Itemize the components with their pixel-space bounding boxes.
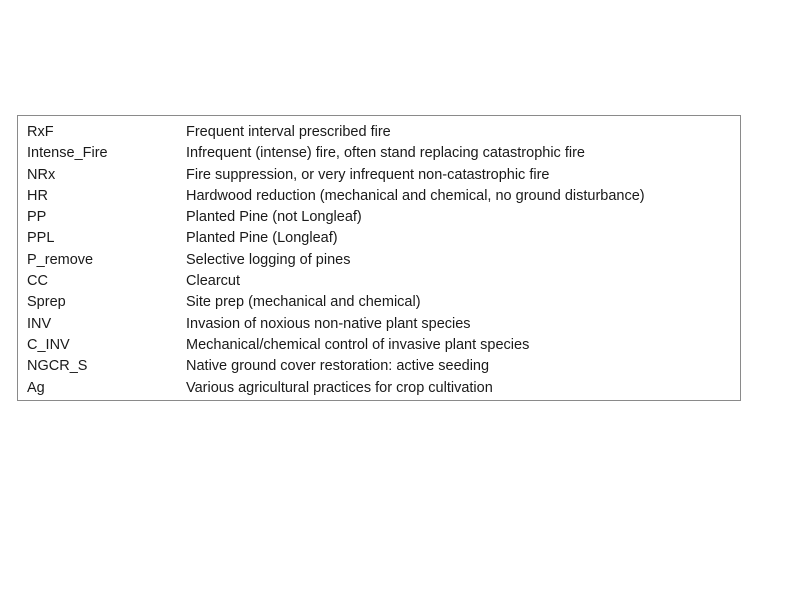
- abbreviation-code: Sprep: [27, 294, 66, 311]
- abbreviation-description: Various agricultural practices for crop cultivation: [186, 379, 493, 396]
- abbreviation-description: Infrequent (intense) fire, often stand replacing catastrophic fire: [186, 145, 585, 162]
- abbreviation-code: RxF: [27, 124, 54, 140]
- table-row: [18, 335, 740, 356]
- abbreviation-description: Invasion of noxious non-native plant species: [186, 315, 471, 332]
- abbreviation-code: PP: [27, 209, 47, 226]
- table-row: [18, 378, 740, 399]
- abbreviation-description: Hardwood reduction (mechanical and chemical, no ground disturbance): [186, 187, 645, 204]
- abbreviation-description: Planted Pine (Longleaf): [186, 230, 338, 247]
- table-row: [18, 250, 740, 271]
- table-row: [18, 143, 740, 164]
- abbreviation-description: Frequent interval prescribed fire: [186, 124, 391, 140]
- table-row: [18, 292, 740, 313]
- abbreviation-code: CC: [27, 273, 48, 290]
- table-row: [18, 228, 740, 249]
- table-row: [18, 186, 740, 207]
- table-row: [18, 122, 740, 143]
- abbreviation-table: [17, 115, 741, 401]
- abbreviation-code: Intense_Fire: [27, 145, 108, 162]
- abbreviation-description: Mechanical/chemical control of invasive plant species: [186, 336, 530, 353]
- abbreviation-description: Native ground cover restoration: active seeding: [186, 358, 490, 375]
- table-row: [18, 314, 740, 335]
- abbreviation-code: INV: [27, 315, 52, 332]
- abbreviation-description: Planted Pine (not Longleaf): [186, 209, 362, 226]
- abbreviation-description: Site prep (mechanical and chemical): [186, 294, 421, 311]
- table-row: [18, 207, 740, 228]
- abbreviation-code: NRx: [27, 166, 56, 183]
- abbreviation-code: P_remove: [27, 251, 94, 268]
- abbreviation-code: Ag: [27, 379, 45, 396]
- abbreviation-code: NGCR_S: [27, 358, 88, 375]
- abbreviation-code: PPL: [27, 230, 55, 247]
- abbreviation-description: Clearcut: [186, 273, 240, 290]
- abbreviation-description: Selective logging of pines: [186, 251, 351, 268]
- table-row: [18, 271, 740, 292]
- table-row: [18, 356, 740, 377]
- abbreviation-code: C_INV: [27, 336, 70, 353]
- abbreviation-rows: [18, 122, 740, 399]
- abbreviation-code: HR: [27, 187, 48, 204]
- table-row: [18, 165, 740, 186]
- abbreviation-description: Fire suppression, or very infrequent non-catastrophic fire: [186, 166, 550, 183]
